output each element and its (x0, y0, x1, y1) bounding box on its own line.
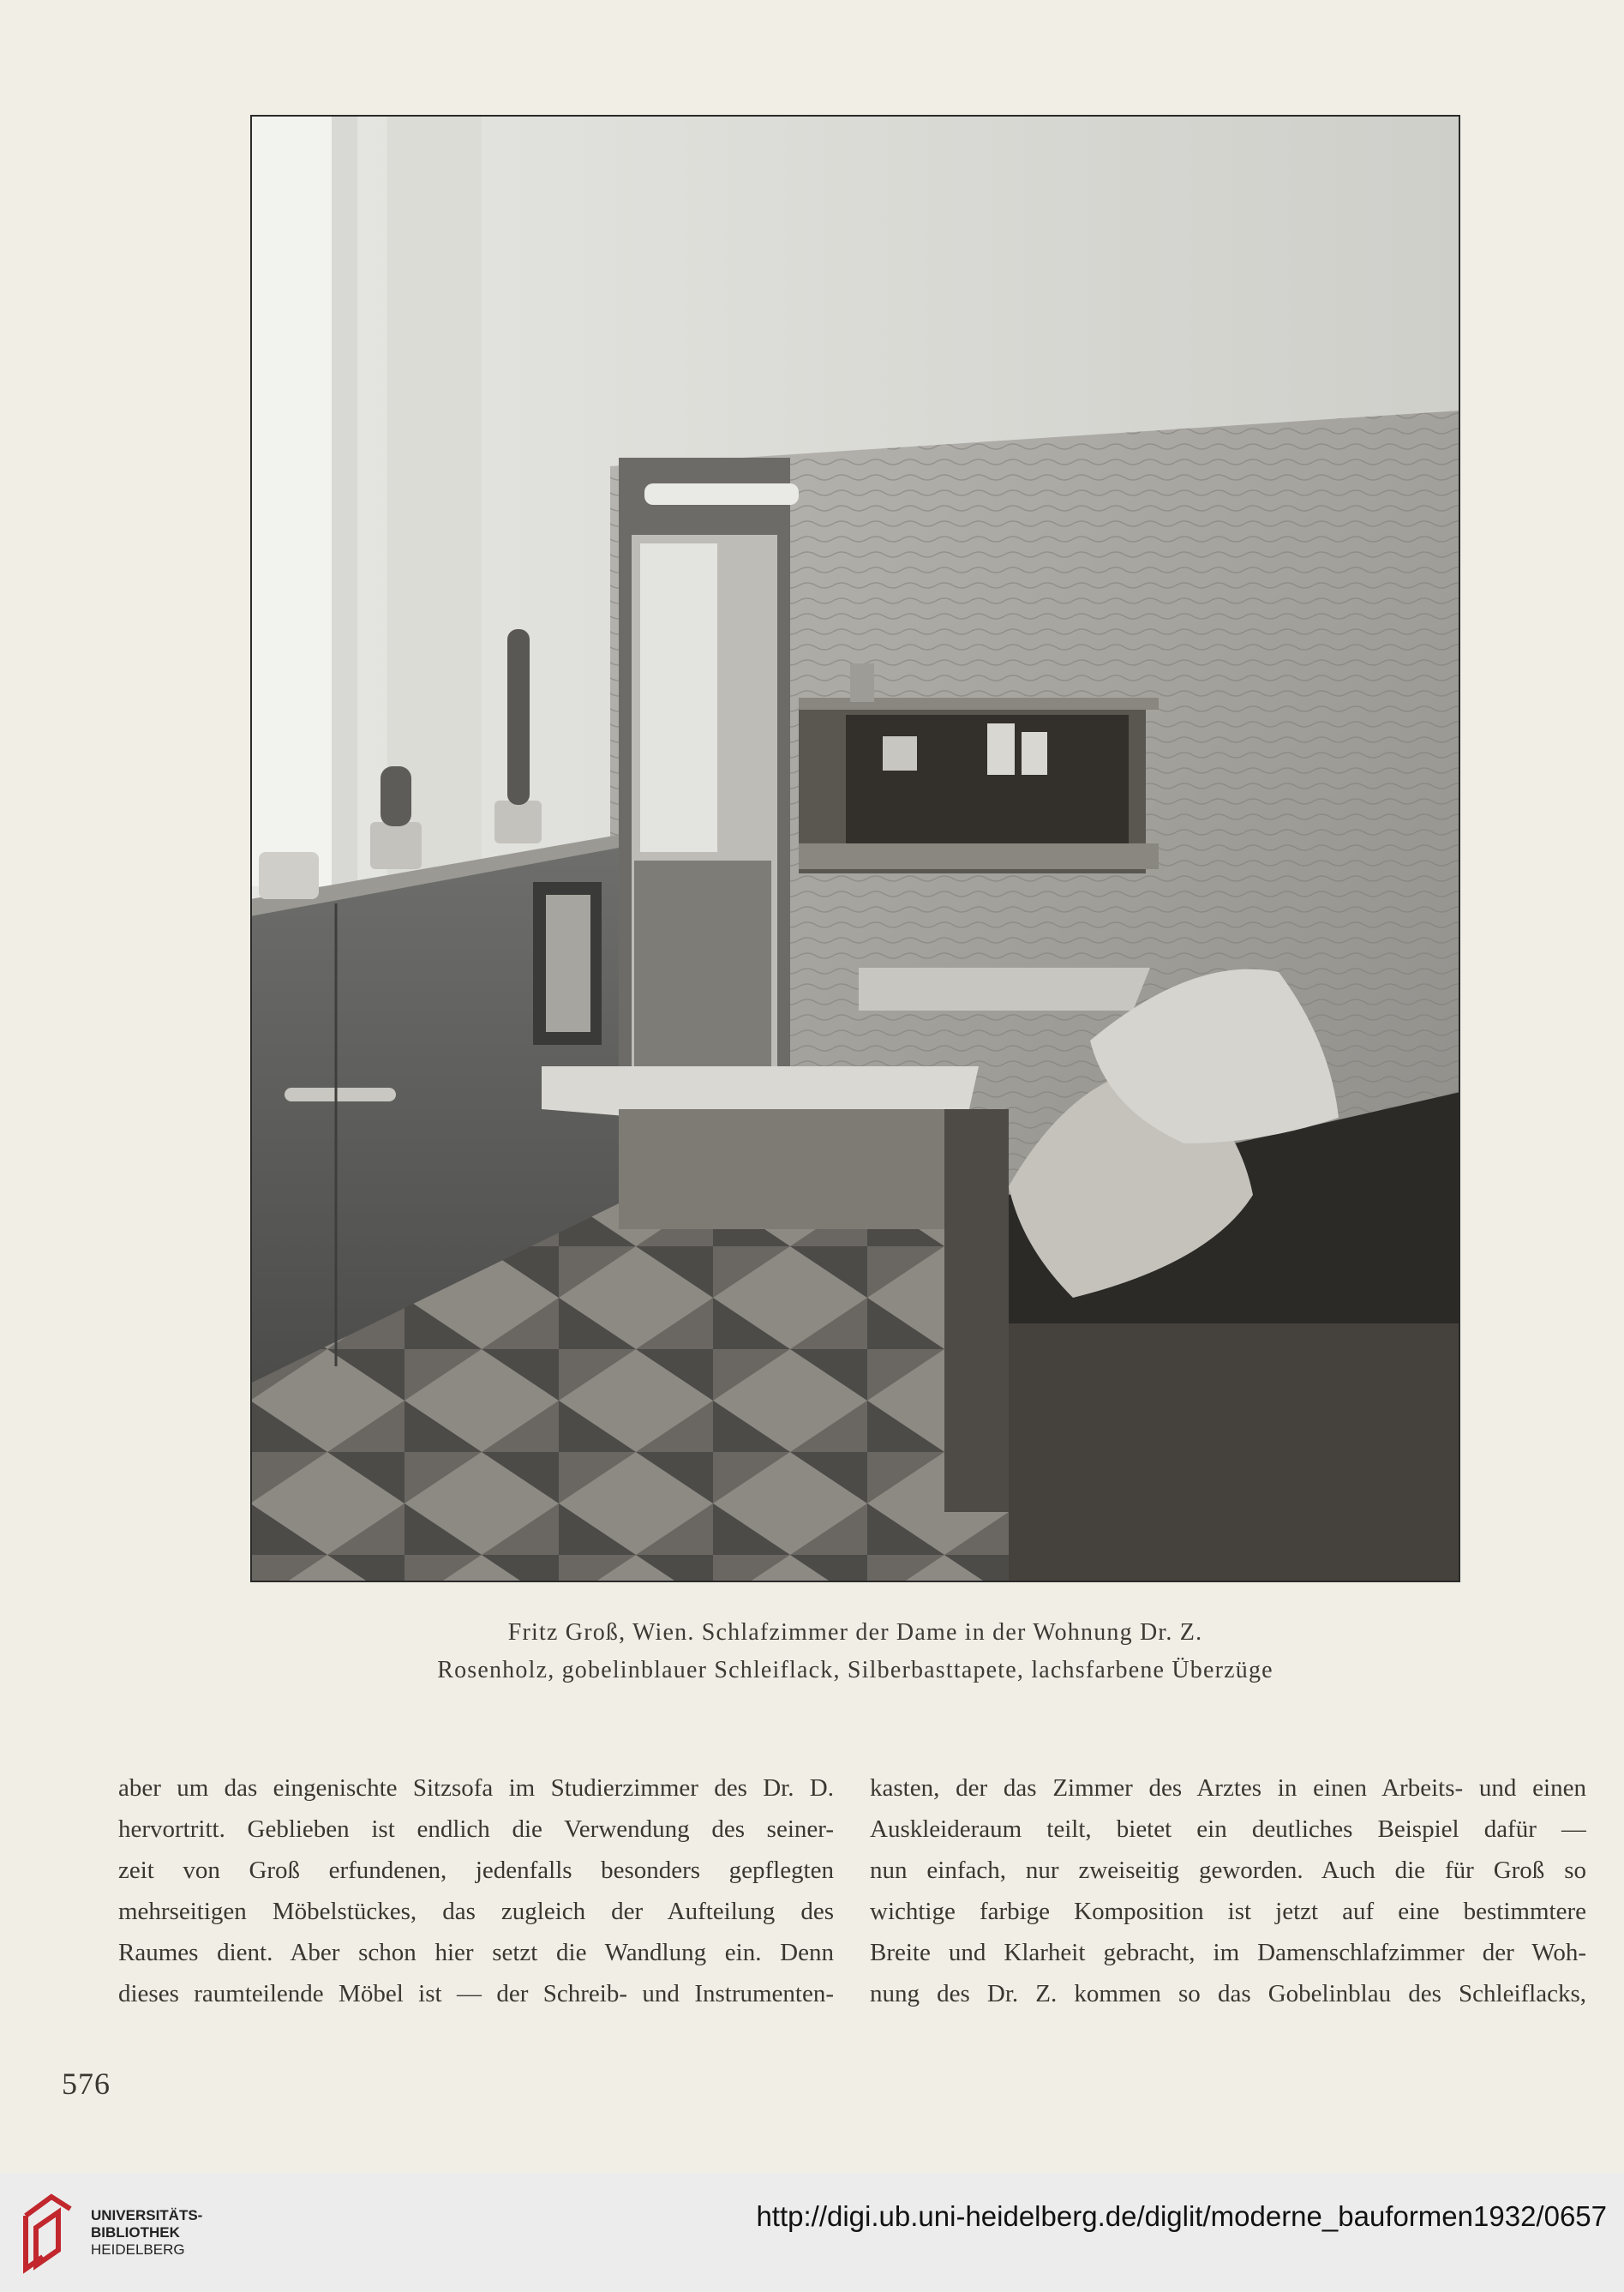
bedroom-photo-illustration (250, 115, 1460, 1582)
body-line: wichtige farbige Komposition ist jetzt auf eine bestimmtere (870, 1898, 1586, 1925)
figure-caption (250, 1614, 1460, 1689)
body-line: dieses raumteilende Möbel ist — der Schreib- und Instrumenten- (118, 1980, 834, 2007)
library-name (91, 2207, 202, 2259)
body-line: Breite und Klarheit gebracht, im Damenschlafzimmer der Woh- (870, 1939, 1586, 1966)
body-column-right (870, 1767, 1586, 2014)
library-name-line-1: UNIVERSITÄTS- (91, 2207, 203, 2223)
body-line: aber um das eingenischte Sitzsofa im Studierzimmer des Dr. D. (118, 1774, 834, 1802)
permalink-url[interactable]: http://digi.ub.uni-heidelberg.de/diglit/moderne_bauformen1932/0657 (756, 2200, 1607, 2232)
body-line: mehrseitigen Möbelstückes, das zugleich der Aufteilung des (118, 1898, 834, 1925)
body-line: hervortritt. Geblieben ist endlich die Verwendung des seiner- (118, 1815, 834, 1843)
body-line: zeit von Groß erfundenen, jedenfalls besonders gepflegten (118, 1857, 834, 1884)
body-line: Raumes dient. Aber schon hier setzt die Wandlung ein. Denn (118, 1939, 834, 1966)
library-name-line-3: HEIDELBERG (91, 2241, 185, 2258)
body-line: kasten, der das Zimmer des Arztes in einen Arbeits- und einen (870, 1774, 1586, 1802)
body-line: nun einfach, nur zweiseitig geworden. Auch die für Groß so (870, 1857, 1586, 1884)
library-footer (0, 2173, 1624, 2292)
caption-line-2: Rosenholz, gobelinblauer Schleiflack, Silberbasttapete, lachsfarbene Überzüge (437, 1657, 1273, 1683)
body-line: nung des Dr. Z. kommen so das Gobelinblau des Schleiflacks, (870, 1980, 1586, 2007)
body-line: Auskleideraum teilt, bietet ein deutliches Beispiel dafür — (870, 1815, 1586, 1843)
interior-photograph (250, 115, 1460, 1582)
caption-line-1: Fritz Groß, Wien. Schlafzimmer der Dame in der Wohnung Dr. Z. (507, 1619, 1203, 1646)
library-name-line-2: BIBLIOTHEK (91, 2224, 180, 2241)
page-number: 576 (62, 2067, 111, 2101)
library-logo-icon (17, 2190, 79, 2276)
body-column-left (118, 1767, 834, 2014)
